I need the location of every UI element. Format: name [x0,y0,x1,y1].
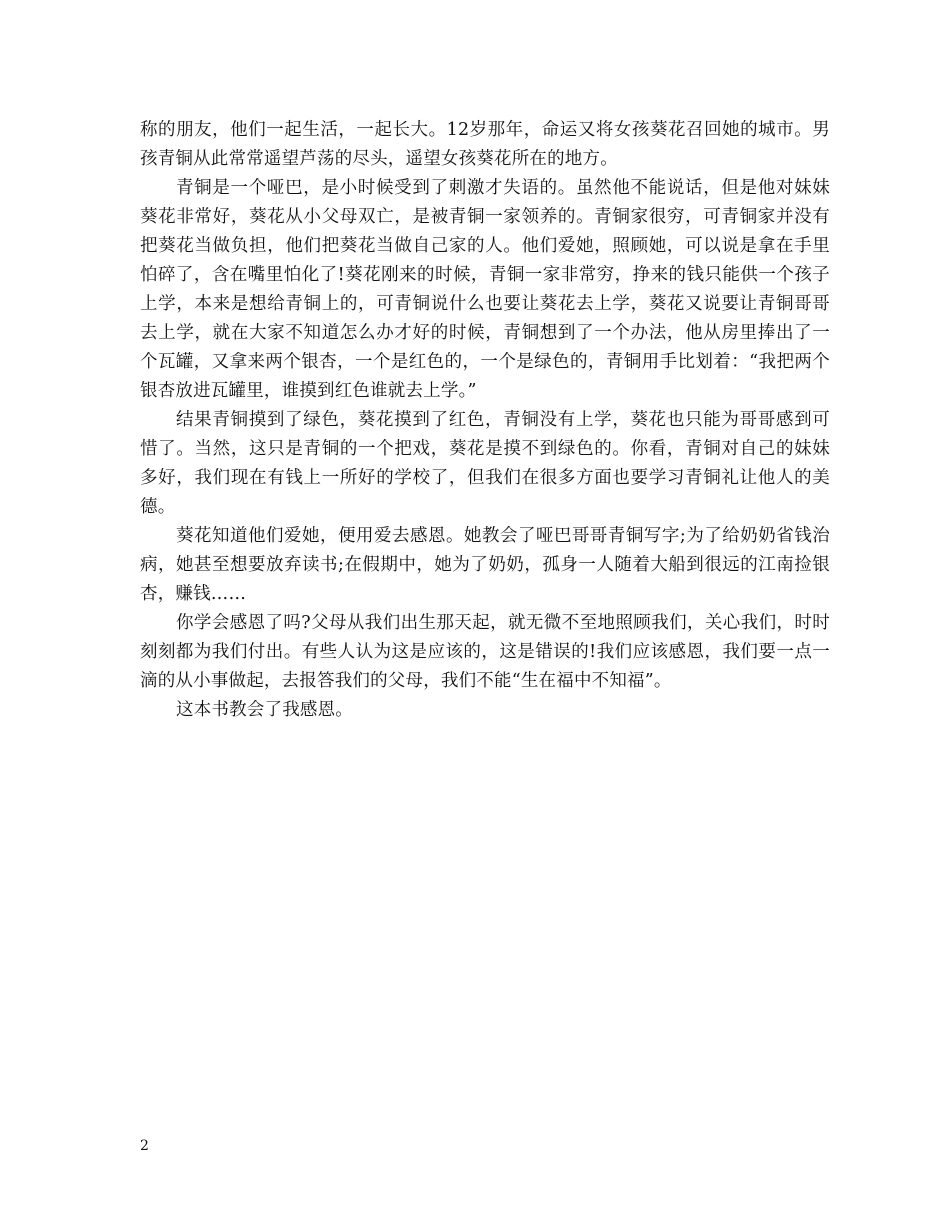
paragraph-6: 这本书教会了我感恩。 [176,700,353,720]
paragraph-1: 称的朋友，他们一起生活，一起长大。12岁那年，命运又将女孩葵花召回她的城市。男孩青铜从此常常遥望芦荡的尽头，遥望女孩葵花所在的地方。 [140,120,830,169]
paragraph-2: 青铜是一个哑巴，是小时候受到了刺激才失语的。虽然他不能说话，但是他对妹妹葵花非常好，葵花从小父母双亡，是被青铜一家领养的。青铜家很穷，可青铜家并没有把葵花当做负担，他们把葵花当做自己家的人。他们爱她，照顾她，可以说是拿在手里怕碎了，含在嘴里怕化了!葵花刚来的时候，青铜一家非常穷，挣来的钱只能供一个孩子上学，本来是想给青铜上的，可青铜说什么也要让葵花去上学，葵花又说要让青铜哥哥去上学，就在大家不知道怎么办才好的时候，青铜想到了一个办法，他从房里捧出了一个瓦罐，又拿来两个银杏，一个是红色的，一个是绿色的，青铜用手比划着：“我把两个银杏放进瓦罐里，谁摸到红色谁就去上学。” [140,178,830,401]
paragraph-4: 葵花知道他们爱她，便用爱去感恩。她教会了哑巴哥哥青铜写字;为了给奶奶省钱治病，她甚至想要放弃读书;在假期中，她为了奶奶，孤身一人随着大船到很远的江南捡银杏，赚钱…… [140,526,830,604]
body-text [140,116,830,725]
paragraph-5: 你学会感恩了吗?父母从我们出生那天起，就无微不至地照顾我们，关心我们，时时刻刻都为我们付出。有些人认为这是应该的，这是错误的!我们应该感恩，我们要一点一滴的从小事做起，去报答我们的父母，我们不能“生在福中不知福”。 [140,613,830,691]
page-number: 2 [140,1138,149,1154]
paragraph-3: 结果青铜摸到了绿色，葵花摸到了红色，青铜没有上学，葵花也只能为哥哥感到可惜了。当然，这只是青铜的一个把戏，葵花是摸不到绿色的。你看，青铜对自己的妹妹多好，我们现在有钱上一所好的学校了，但我们在很多方面也要学习青铜礼让他人的美德。 [140,410,830,517]
